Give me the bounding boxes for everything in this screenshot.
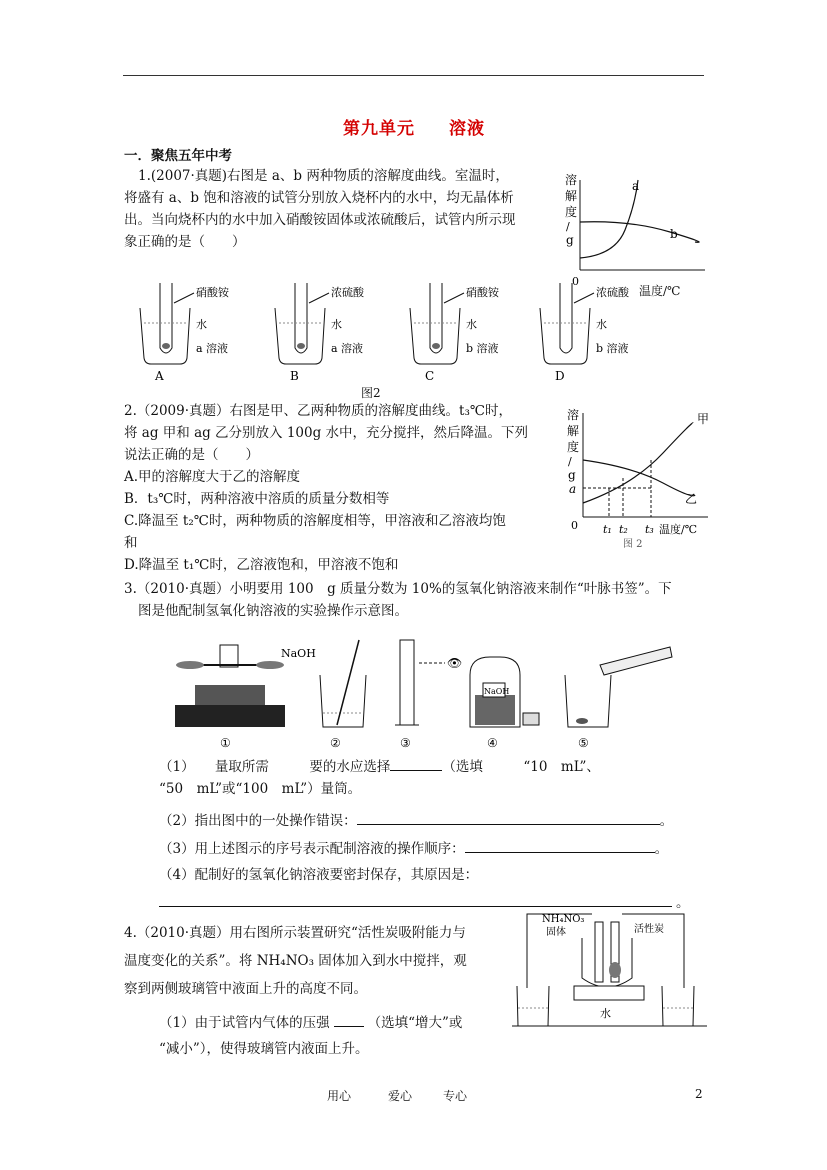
option-d-letter: D [555, 369, 565, 383]
q3-sub3-blank[interactable] [465, 838, 655, 853]
q1-label-b: b [670, 227, 678, 241]
q3-sub3-text: （3）用上述图示的序号表示配制溶液的操作顺序： [159, 841, 465, 857]
q3-sub2-line [159, 810, 673, 830]
title-unit: 第九单元 [343, 119, 415, 139]
q2-curve-yi [583, 460, 695, 496]
q3-line-2: 图是他配制氢氧化钠溶液的实验操作示意图。 [138, 603, 408, 619]
q2-option-b: B．t₃℃时，两种溶液中溶质的质量分数相等 [124, 491, 390, 507]
step4-naoh-bottle [470, 657, 539, 727]
q3-sub4-blank[interactable] [159, 906, 672, 907]
q1-label-a: a [632, 179, 640, 193]
q1-ylabel-1: 溶 [565, 173, 578, 187]
step4-bottle-label: NaOH [484, 687, 510, 696]
q4-line-2: 温度变化的关系”。将 NH₄NO₃ 固体加入到水中搅拌，观 [124, 953, 467, 969]
q3-sub1-line [159, 756, 600, 776]
q2-xlabel: 温度/℃ [659, 523, 698, 536]
q4-solid-label: 固体 [546, 927, 566, 938]
q2-option-d: D.降温至 t₁℃时，乙溶液饱和，甲溶液不饱和 [124, 557, 399, 573]
q2-option-a: A.甲的溶解度大于乙的溶解度 [124, 469, 301, 485]
step1-balance [175, 645, 316, 727]
q1-xlabel: 温度/℃ [639, 284, 681, 298]
step-number-4: ④ [487, 736, 498, 750]
q2-tick-t1: t₁ [603, 523, 612, 536]
step1-naoh-label: NaOH [281, 647, 316, 660]
option-c-apparatus [410, 283, 500, 383]
q4-line-3: 察到两侧玻璃管中液面上升的高度不同。 [124, 981, 367, 997]
q3-sub2-text: （2）指出图中的一处操作错误： [159, 813, 357, 829]
step-number-5: ⑤ [578, 736, 589, 750]
option-b-water: 水 [331, 318, 342, 331]
q2-option-c: C.降温至 t₂℃时，两种物质的溶解度相等，甲溶液和乙溶液均饱 [124, 513, 506, 529]
q2-origin: 0 [571, 519, 578, 532]
q3-sub3-period: 。 [654, 841, 669, 857]
q4-water-label: 水 [600, 1007, 611, 1020]
q1-ylabel-4: / [566, 220, 570, 233]
q3-line-1: 3.（2010·真题）小明要用 100 g 质量分数为 10%的氢氧化钠溶液来制作“叶脉书签”。下 [124, 581, 672, 597]
step2-beaker-stir [320, 640, 366, 727]
q1-line-2: 将盛有 a、b 饱和溶液的试管分别放入烧杯内的水中，均无晶体析 [124, 190, 514, 206]
eye-icon: 👁 [447, 656, 463, 670]
q3-sub1-a: （1） 量取所需 要的水应选择 [159, 759, 391, 775]
q3-procedure-figure [165, 635, 675, 750]
q2-label-a: a [569, 482, 577, 496]
option-c-letter: C [425, 369, 435, 383]
option-a-letter: A [155, 369, 164, 383]
q1-figure-caption: 图2 [361, 386, 381, 400]
q2-ylabel-3: 度 [567, 440, 580, 454]
footer-word-3: 专心 [443, 1089, 468, 1103]
q4-sub1-b: （选填“增大”或 [367, 1015, 463, 1031]
q4-nh4no3-label: NH₄NO₃ [542, 914, 585, 925]
page-title [343, 114, 485, 139]
q2-solubility-chart [563, 405, 713, 550]
q2-ylabel-5: g [568, 468, 576, 482]
q3-sub1-b: （选填 “10 mL”、 [442, 759, 600, 775]
q4-sub1-c: “减小”），使得玻璃管内液面上升。 [159, 1041, 369, 1057]
option-d-solution: b 溶液 [596, 342, 629, 355]
q1-options-figure [130, 278, 670, 388]
option-a-apparatus [140, 283, 230, 383]
option-a-reagent: 硝酸铵 [196, 286, 229, 299]
header-rule [123, 75, 704, 76]
q4-apparatus-figure [512, 908, 712, 1030]
q4-line-1: 4.（2010·真题）用右图所示装置研究“活性炭吸附能力与 [124, 925, 466, 941]
q3-sub1-c: “50 mL”或“100 mL”）量筒。 [159, 781, 362, 797]
option-b-reagent: 浓硫酸 [331, 286, 364, 299]
q2-tick-t2: t₂ [619, 523, 628, 536]
title-topic: 溶液 [449, 119, 485, 139]
step-number-3: ③ [400, 736, 411, 750]
q1-line-4: 象正确的是（ ） [124, 234, 246, 250]
q3-sub4-period: 。 [676, 895, 690, 911]
q3-sub3-line [159, 838, 668, 858]
footer-word-2: 爱心 [388, 1089, 413, 1103]
option-d-reagent: 浓硫酸 [596, 286, 629, 299]
q3-sub4-text: （4）配制好的氢氧化钠溶液要密封保存，其原因是： [159, 867, 479, 883]
q2-tick-t3: t₃ [645, 523, 654, 536]
q2-label-yi: 乙 [685, 492, 698, 506]
q1-origin: 0 [572, 275, 579, 288]
option-c-water: 水 [466, 318, 477, 331]
q4-sub1-line [159, 1012, 462, 1032]
q3-sub2-period: 。 [659, 813, 674, 829]
q1-ylabel-2: 解 [565, 189, 578, 203]
step3-cylinder [395, 640, 462, 725]
option-d-water: 水 [596, 318, 607, 331]
page-number: 2 [695, 1087, 703, 1101]
q2-option-c-cont: 和 [124, 535, 138, 551]
option-b-apparatus [275, 283, 365, 383]
option-c-solution: b 溶液 [466, 342, 499, 355]
q2-label-jia: 甲 [697, 412, 710, 426]
q2-ylabel-4: / [568, 455, 572, 468]
q1-line-1: 1.(2007·真题)右图是 a、b 两种物质的溶解度曲线。室温时， [138, 168, 509, 184]
q4-sub1-blank[interactable] [334, 1012, 364, 1027]
step5-pour [565, 647, 672, 727]
q1-ylabel-3: 度 [565, 205, 578, 219]
q2-ylabel-2: 解 [567, 424, 580, 438]
q3-sub2-blank[interactable] [357, 810, 660, 825]
q1-line-3: 出。当向烧杯内的水中加入硝酸铵固体或浓硫酸后，试管内所示现 [124, 212, 516, 228]
q2-caption: 图 2 [623, 539, 643, 550]
q2-line-1: 2.（2009·真题）右图是甲、乙两种物质的溶解度曲线。t₃℃时， [124, 403, 512, 419]
option-b-solution: a 溶液 [331, 342, 364, 355]
q1-ylabel-5: g [566, 233, 574, 247]
option-b-letter: B [290, 369, 299, 383]
step-number-1: ① [220, 736, 231, 750]
option-d-apparatus [540, 283, 630, 383]
option-a-water: 水 [196, 318, 207, 331]
option-a-solution: a 溶液 [196, 342, 229, 355]
option-c-reagent: 硝酸铵 [466, 286, 499, 299]
q4-carbon-label: 活性炭 [634, 924, 664, 935]
q4-sub1-a: （1）由于试管内气体的压强 [159, 1015, 330, 1031]
q2-line-3: 说法正确的是（ ） [124, 447, 259, 463]
q1-curve-a [580, 180, 638, 258]
step-number-2: ② [330, 736, 341, 750]
q3-sub1-blank[interactable] [390, 756, 442, 771]
q2-line-2: 将 ag 甲和 ag 乙分别放入 100g 水中，充分搅拌，然后降温。下列 [124, 425, 529, 441]
q1-curve-b [580, 222, 699, 243]
q2-ylabel-1: 溶 [567, 408, 580, 422]
footer-word-1: 用心 [327, 1089, 352, 1103]
section-heading: 一．聚焦五年中考 [124, 148, 232, 164]
